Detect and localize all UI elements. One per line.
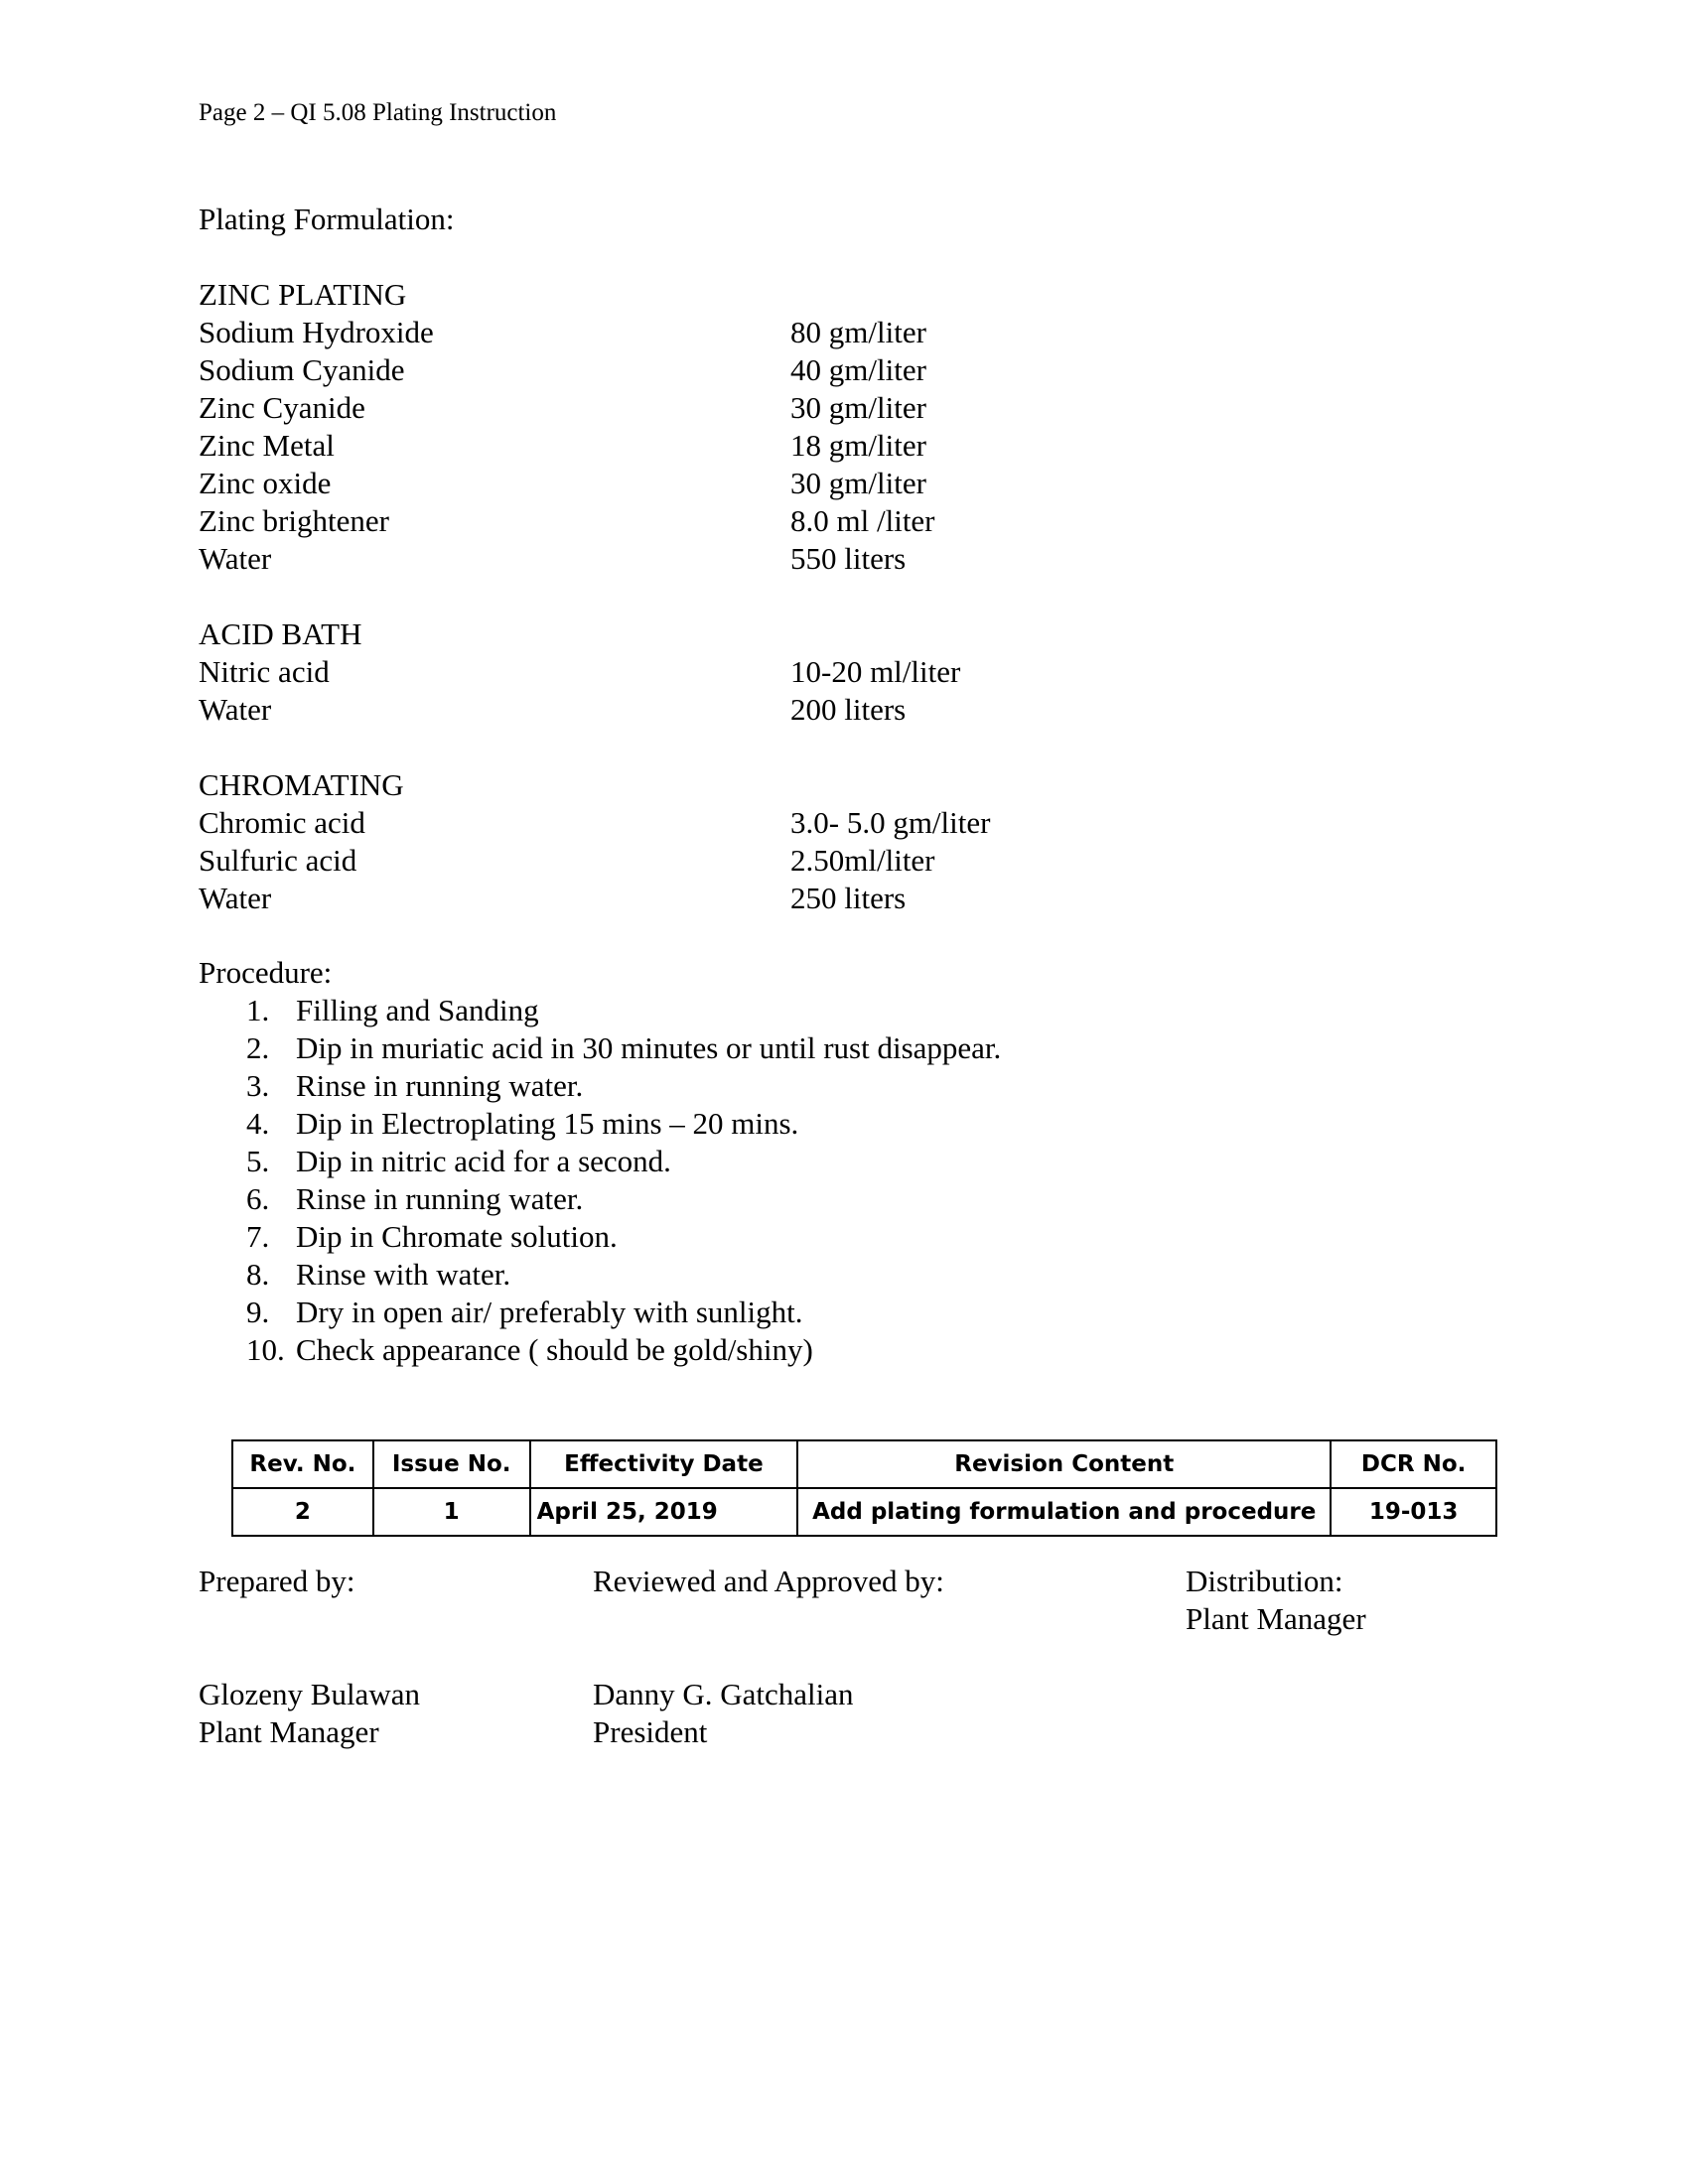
formulation-row (199, 691, 1390, 729)
procedure-step (246, 992, 1001, 1029)
step-number: 2. (246, 1030, 270, 1065)
page-header: Page 2 – QI 5.08 Plating Instruction (199, 99, 557, 126)
prepared-by-label: Prepared by: (199, 1564, 355, 1598)
ingredient-name: Water (199, 881, 272, 915)
ingredient-name: Zinc brightener (199, 503, 389, 538)
ingredient-value: 30 gm/liter (790, 390, 926, 425)
prepared-by-title: Plant Manager (199, 1714, 379, 1749)
ingredient-name: Sodium Hydroxide (199, 315, 434, 349)
header-dcr-no: DCR No. (1331, 1440, 1496, 1488)
procedure-step (246, 1143, 1001, 1180)
procedure-step (246, 1105, 1001, 1143)
ingredient-value: 3.0- 5.0 gm/liter (790, 805, 991, 840)
procedure-step (246, 1256, 1001, 1294)
procedure-list (246, 992, 1001, 1369)
formulation-group-chromating (199, 766, 1390, 917)
ingredient-value: 10-20 ml/liter (790, 654, 961, 689)
group-title: CHROMATING (199, 767, 404, 802)
ingredient-name: Water (199, 692, 272, 727)
ingredient-value: 550 liters (790, 541, 907, 576)
distribution-recipient: Plant Manager (1186, 1601, 1366, 1636)
step-text: Dip in Electroplating 15 mins – 20 mins. (296, 1106, 799, 1141)
step-text: Rinse with water. (296, 1257, 511, 1292)
procedure-step (246, 1218, 1001, 1256)
ingredient-value: 18 gm/liter (790, 428, 926, 463)
procedure-step (246, 1294, 1001, 1331)
ingredient-name: Water (199, 541, 272, 576)
step-number: 7. (246, 1219, 270, 1254)
formulation-row (199, 502, 1390, 540)
procedure-step (246, 1180, 1001, 1218)
procedure-step (246, 1067, 1001, 1105)
reviewed-by-title: President (593, 1714, 708, 1749)
section-title: Plating Formulation: (199, 202, 455, 236)
step-number: 1. (246, 993, 270, 1027)
step-number: 4. (246, 1106, 270, 1141)
ingredient-name: Sulfuric acid (199, 843, 357, 878)
procedure-title: Procedure: (199, 955, 333, 990)
ingredient-value: 30 gm/liter (790, 466, 926, 500)
ingredient-value: 80 gm/liter (790, 315, 926, 349)
ingredient-name: Nitric acid (199, 654, 330, 689)
reviewed-by-name: Danny G. Gatchalian (593, 1677, 854, 1711)
step-text: Filling and Sanding (296, 993, 539, 1027)
ingredient-value: 250 liters (790, 881, 907, 915)
formulation-row (199, 314, 1390, 351)
step-text: Check appearance ( should be gold/shiny) (296, 1332, 813, 1367)
revision-table-header-row (232, 1440, 1496, 1488)
cell-effectivity-date: April 25, 2019 (530, 1488, 798, 1536)
ingredient-name: Sodium Cyanide (199, 352, 405, 387)
step-number: 3. (246, 1068, 270, 1103)
step-number: 8. (246, 1257, 270, 1292)
formulation-row (199, 804, 1390, 842)
group-title: ACID BATH (199, 616, 362, 651)
step-text: Dip in Chromate solution. (296, 1219, 618, 1254)
formulation-row (199, 653, 1390, 691)
distribution-label: Distribution: (1186, 1564, 1343, 1598)
prepared-by-name: Glozeny Bulawan (199, 1677, 420, 1711)
step-number: 5. (246, 1144, 270, 1178)
step-number: 6. (246, 1181, 270, 1216)
header-rev-no: Rev. No. (232, 1440, 373, 1488)
ingredient-name: Zinc Cyanide (199, 390, 365, 425)
header-effectivity-date: Effectivity Date (530, 1440, 798, 1488)
ingredient-value: 2.50ml/liter (790, 843, 935, 878)
step-text: Rinse in running water. (296, 1181, 584, 1216)
formulation-row (199, 389, 1390, 427)
procedure-step (246, 1029, 1001, 1067)
ingredient-name: Zinc oxide (199, 466, 332, 500)
cell-dcr-no: 19-013 (1331, 1488, 1496, 1536)
cell-rev-no: 2 (232, 1488, 373, 1536)
ingredient-name: Chromic acid (199, 805, 365, 840)
formulation-row (199, 351, 1390, 389)
step-text: Rinse in running water. (296, 1068, 584, 1103)
formulation-row (199, 540, 1390, 578)
step-number: 9. (246, 1295, 270, 1329)
formulation-group-acid-bath (199, 615, 1390, 729)
ingredient-name: Zinc Metal (199, 428, 335, 463)
table-row (232, 1488, 1496, 1536)
cell-issue-no: 1 (373, 1488, 530, 1536)
revision-table (231, 1439, 1497, 1537)
step-text: Dry in open air/ preferably with sunlight. (296, 1295, 803, 1329)
formulation-row (199, 465, 1390, 502)
ingredient-value: 8.0 ml /liter (790, 503, 935, 538)
step-text: Dip in muriatic acid in 30 minutes or until rust disappear. (296, 1030, 1002, 1065)
ingredient-value: 40 gm/liter (790, 352, 926, 387)
formulation-row (199, 880, 1390, 917)
reviewed-by-label: Reviewed and Approved by: (593, 1564, 944, 1598)
step-text: Dip in nitric acid for a second. (296, 1144, 671, 1178)
header-issue-no: Issue No. (373, 1440, 530, 1488)
formulation-row (199, 427, 1390, 465)
formulation-row (199, 842, 1390, 880)
header-revision-content: Revision Content (797, 1440, 1331, 1488)
procedure-step (246, 1331, 1001, 1369)
cell-revision-content: Add plating formulation and procedure (797, 1488, 1331, 1536)
ingredient-value: 200 liters (790, 692, 907, 727)
step-number: 10. (246, 1332, 285, 1367)
group-title: ZINC PLATING (199, 277, 407, 312)
formulation-group-zinc-plating (199, 276, 1390, 578)
